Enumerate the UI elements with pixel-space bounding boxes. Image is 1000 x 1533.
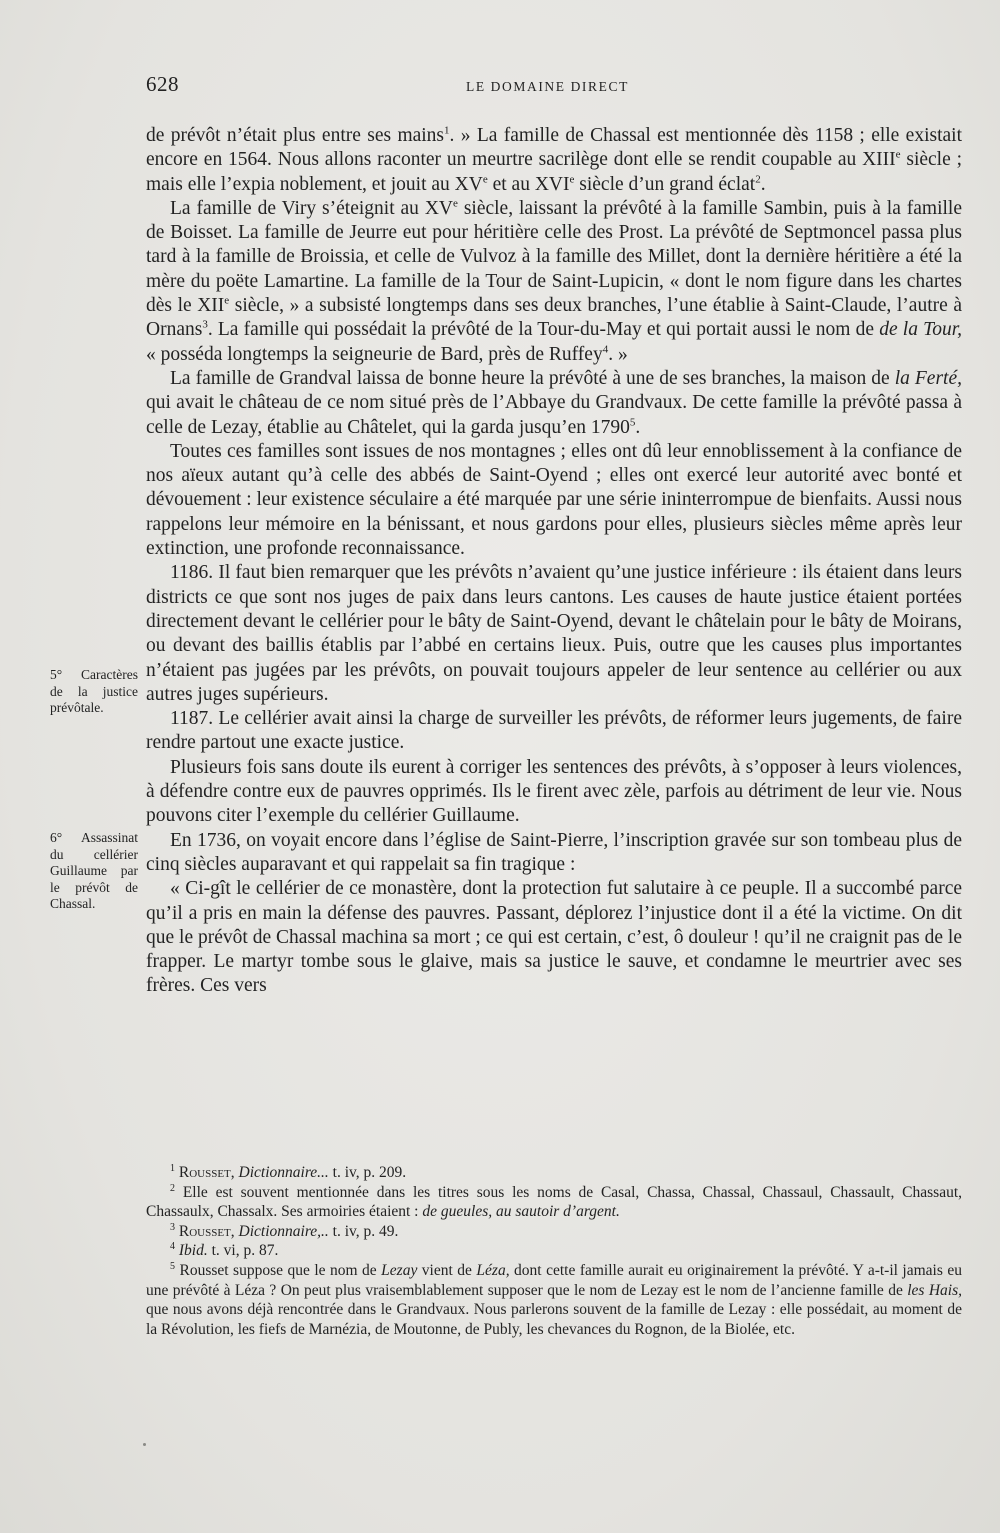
paragraph-1187: 1187. Le cellérier avait ainsi la charge de surveiller les prévôts, de réformer leurs jugements, de faire rendre partout une exacte justice. (146, 708, 962, 754)
paragraph-families: Toutes ces familles sont issues de nos montagnes ; elles ont dû leur ennoblissement à la confiance de nos aïeux autant qu’à celle des abbés de Saint-Oyend ; elles ont exercé leur autorité avec bonté et dévouement : leur existence séculaire a été marquée par une série ininterrompue de bienfaits. Aussi nous rappelons leur mémoire en la bénissant, et nous gardons pour elles, plusieurs siècles même après leur extinction, une profonde reconnaissance. (146, 440, 962, 560)
paragraph-epitaph: « Ci-gît le cellérier de ce monastère, dont la protection fut salutaire à ce peuple. Il a succombé parce qu’il a pris en main la défense des pauvres. Passant, déplorez l’injustice dont il a été la victime. On dit que le prévôt de Chassal machina sa mort ; ce qui est certain, c’est, ô douleur ! qu’il ne craignit pas de le frapper. Le martyr tombe sous le glaive, mais sa justice le sauve, et condamne le meurtrier avec ses frères. Ces vers (146, 878, 962, 997)
page-header (146, 72, 962, 102)
footnote-ref: 5 (629, 416, 636, 429)
margin-note-6: 6° Assassinat du cellérier Guillaume par le prévôt de Chassal. (50, 830, 138, 911)
paragraph-1186: 1186. Il faut bien remarquer que les prévôts n’avaient qu’une justice inférieure : ils étaient dans leurs districts ce que sont nos juges de paix dans leurs cantons. Les causes de haute justice étaient portées directement devant le cellérier pour le bâty de Saint-Oyend, devant le châtelain pour le bâty de Moirans, ou devant des baillis établis par l’abbé en certains lieux. Puis, outre que les causes plus importantes n’étaient pas jugées par les prévôts, on pouvait toujours appeler de leur sentence au cellérier ou aux autres juges supérieurs. (146, 562, 962, 705)
paragraph-prevots: Plusieurs fois sans doute ils eurent à corriger les sentences des prévôts, à s’opposer à leurs violences, à défendre contre eux de pauvres opprimés. Ils le firent avec zèle, parfois au détriment de leur vie. Nous pouvons citer l’exemple du cellérier Guillaume. (146, 756, 962, 827)
footnote-ref: 4 (602, 343, 609, 356)
footnote-4: $^4$ Ibid. t. vi, p. 87. (170, 1241, 279, 1260)
footnote-ref: 3 (202, 318, 208, 331)
page-number: 628 (146, 72, 179, 96)
margin-note-5: 5° Caractères de la justice prévôtale. (50, 667, 138, 715)
footnotes (146, 1163, 962, 1339)
paragraph-1736: En 1736, on voyait encore dans l’église de Saint-Pierre, l’inscription gravée sur son tombeau plus de cinq siècles auparavant et qui rappelait sa fin tragique : (146, 829, 962, 875)
main-text (146, 124, 962, 999)
paragraph-continued: de prévôt n’était plus entre ses mains$^1$. » La famille de Chassal est mentionnée dès 1158 ; elle existait encore en 1564. Nous allons raconter un meurtre sacrilège dont elle se rendit coupable au XIIIe siècle ; mais elle l’expia noblement, et jouit au XVe et au XVIe siècle d’un grand éclat$^2$. (146, 124, 963, 195)
paragraph-viry: La famille de Viry s’éteignit au XVe siècle, laissant la prévôté à la famille Sambin, puis à la famille de Boisset. La famille de Jeurre eut pour héritière celle des Prost. La prévôté de Septmoncel passa plus tard à la famille de Broissia, et celle de Vulvoz à la famille des Millet, dont la dernière héritière a été la mère du poëte Lamartine. La famille de la Tour de Saint-Lupicin, « dont le nom figure dans les chartes dès le XIIe siècle, » a subsisté longtemps dans ses deux branches, l’une établie à Saint-Claude, l’autre à Ornans$^3$. La famille qui possédait la prévôté de la Tour-du-May et qui portait aussi le nom de de la Tour, « posséda longtemps la seigneurie de Bard, près de Ruffey$^4$. » (146, 197, 962, 365)
footnote-2: $^2$ Elle est souvent mentionnée dans les titres sous les noms de Casal, Chassa, Chassal, Chassaul, Chassault, Chassaut, Chassaulx, Chassalx. Ses armoiries étaient : de gueules, au sautoir d’argent. (146, 1182, 963, 1221)
footnote-ref: 2 (755, 173, 761, 186)
running-title: LE DOMAINE DIRECT (466, 79, 629, 94)
paragraph-grandval: La famille de Grandval laissa de bonne heure la prévôté à une de ses branches, la maison de la Ferté, qui avait le château de ce nom situé près de l’Abbaye du Grandvaux. De cette famille la prévôté passa à celle de Lezay, établie au Châtelet, qui la garda jusqu’en 1790$^5$. (146, 367, 962, 438)
footnote-ref: 1 (444, 124, 450, 137)
footnote-5: $^5$ Rousset suppose que le nom de Lezay vient de Léza, dont cette famille aurait eu originairement la prévôté. Y a-t-il jamais eu une prévôté à Léza ? On peut plus vraisemblablement supposer que le nom de Lezay est le nom de l’ancienne famille de les Hais, que nous avons déjà rencontrée dans le Grandvaux. Nous parlerons souvent de la famille de Lezay : elle possédait, au moment de la Révolution, les fiefs de Marnézia, de Moutonne, de Publy, les chevances du Rognon, de la Biolée, etc. (146, 1260, 963, 1338)
paper-speck (143, 1443, 146, 1446)
footnote-1: $^1$ Rousset, Dictionnaire... t. iv, p. 209. (170, 1162, 407, 1181)
footnote-3: $^3$ Rousset, Dictionnaire,.. t. iv, p. 49. (170, 1221, 399, 1240)
